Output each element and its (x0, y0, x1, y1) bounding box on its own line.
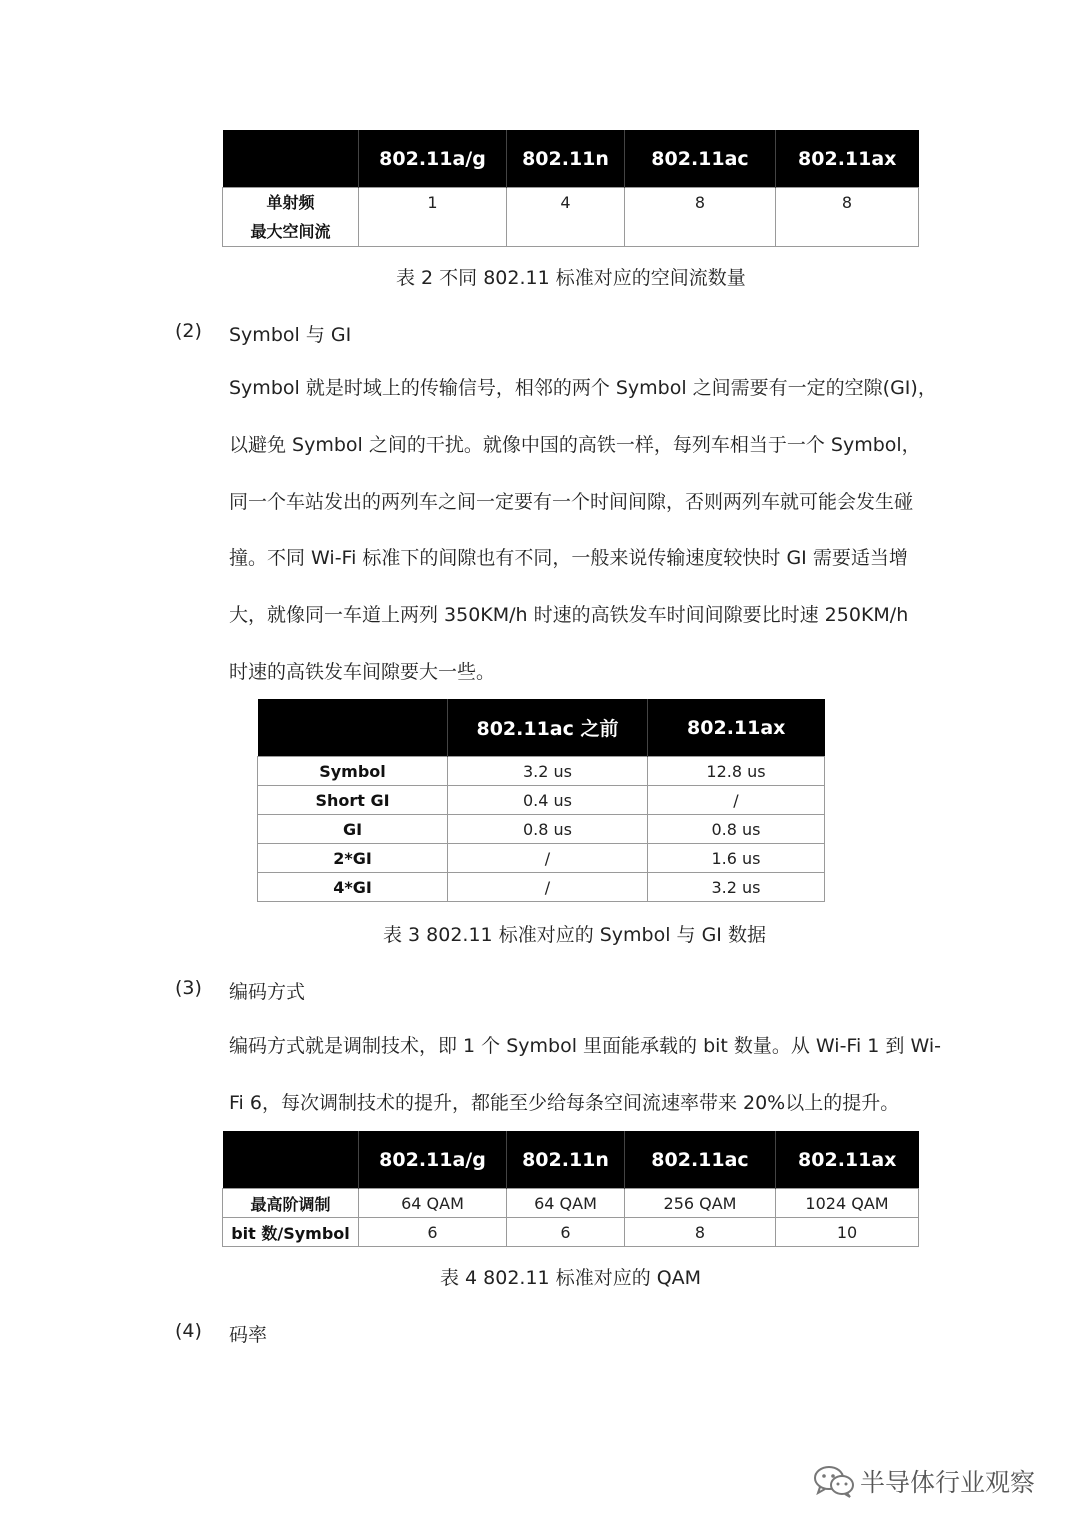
table-row (258, 873, 825, 902)
table-row (258, 757, 825, 786)
row-header-cell: 最高阶调制 (223, 1189, 359, 1218)
table-cell: 8 (776, 188, 919, 247)
row-header-cell: 2*GI (258, 844, 448, 873)
row-header-cell: Symbol (258, 757, 448, 786)
row-header-cell: Short GI (258, 786, 448, 815)
table-cell: 12.8 us (648, 757, 825, 786)
section-number: (2) (175, 320, 202, 342)
spatial-streams-table (222, 130, 919, 247)
qam-table (222, 1131, 919, 1247)
table-header-cell (223, 1131, 359, 1189)
symbol-gi-table (257, 699, 825, 902)
row-header-cell: GI (258, 815, 448, 844)
paragraph-line: Symbol 就是时域上的传输信号，相邻的两个 Symbol 之间需要有一定的空隙(GI)， (229, 377, 937, 399)
table-row (223, 1189, 919, 1218)
table-row (223, 1218, 919, 1247)
row-header-cell: bit 数/Symbol (223, 1218, 359, 1247)
table-caption: 表 2 不同 802.11 标准对应的空间流数量 (396, 267, 746, 289)
section-title: 编码方式 (229, 981, 306, 1003)
row-header-line: 最大空间流 (250, 222, 331, 241)
paragraph-line: 以避免 Symbol 之间的干扰。就像中国的高铁一样，每列车相当于一个 Symbol， (229, 433, 921, 456)
table-header-cell: 802.11ac (625, 130, 776, 188)
table-header-cell: 802.11ac (625, 1131, 776, 1189)
body-paragraph (229, 1018, 941, 1132)
watermark (812, 1462, 1062, 1502)
table-cell: 0.8 us (448, 815, 648, 844)
table-header-cell: 802.11a/g (359, 130, 507, 188)
table-cell: 6 (359, 1218, 507, 1247)
paragraph-line: Fi 6，每次调制技术的提升，都能至少给每条空间流速率带来 20%以上的提升。 (229, 1091, 900, 1114)
paragraph-line: 撞。不同 Wi-Fi 标准下的间隙也有不同，一般来说传输速度较快时 GI 需要适当增 (229, 547, 908, 570)
table-header-cell: 802.11a/g (359, 1131, 507, 1189)
table-cell: / (648, 786, 825, 815)
table-row (223, 188, 919, 247)
table-header-row (223, 1131, 919, 1189)
table-header-cell (258, 699, 448, 757)
table-caption: 表 4 802.11 标准对应的 QAM (440, 1267, 702, 1289)
table-cell: 64 QAM (507, 1189, 625, 1218)
table-cell: 4 (507, 188, 625, 247)
row-header-line: 单射频 (266, 193, 315, 212)
table-cell: / (448, 873, 648, 902)
table-row (258, 815, 825, 844)
row-header-cell: 4*GI (258, 873, 448, 902)
table-header-cell (223, 130, 359, 188)
section-number: (3) (175, 977, 202, 999)
table-cell: 3.2 us (648, 873, 825, 902)
table-cell: / (448, 844, 648, 873)
table-cell: 8 (625, 1218, 776, 1247)
paragraph-line: 编码方式就是调制技术，即 1 个 Symbol 里面能承载的 bit 数量。从 Wi-Fi 1 到 Wi- (229, 1035, 941, 1057)
wechat-icon (812, 1464, 856, 1498)
table-row (258, 786, 825, 815)
table-header-row (223, 130, 919, 188)
watermark-text: 半导体行业观察 (860, 1468, 1036, 1497)
table-header-cell: 802.11ax (776, 130, 919, 188)
paragraph-line: 时速的高铁发车间隙要大一些。 (229, 660, 496, 683)
table-cell: 1024 QAM (776, 1189, 919, 1218)
table-header-cell: 802.11n (507, 1131, 625, 1189)
body-paragraph (229, 360, 937, 701)
table-cell: 10 (776, 1218, 919, 1247)
table-header-cell: 802.11n (507, 130, 625, 188)
table-cell: 1.6 us (648, 844, 825, 873)
table-cell: 0.8 us (648, 815, 825, 844)
section-number: (4) (175, 1320, 202, 1342)
table-caption: 表 3 802.11 标准对应的 Symbol 与 GI 数据 (383, 924, 766, 946)
paragraph-line: 同一个车站发出的两列车之间一定要有一个时间间隙，否则两列车就可能会发生碰 (229, 490, 914, 513)
table-row (258, 844, 825, 873)
table-cell: 64 QAM (359, 1189, 507, 1218)
table-cell: 6 (507, 1218, 625, 1247)
table-header-cell: 802.11ac 之前 (448, 699, 648, 757)
table-cell: 8 (625, 188, 776, 247)
row-header-cell (223, 188, 359, 247)
table-header-row (258, 699, 825, 757)
table-cell: 3.2 us (448, 757, 648, 786)
table-cell: 256 QAM (625, 1189, 776, 1218)
paragraph-line: 大，就像同一车道上两列 350KM/h 时速的高铁发车时间间隙要比时速 250KM/h (229, 604, 909, 627)
section-title: 码率 (229, 1324, 268, 1346)
section-title: Symbol 与 GI (229, 324, 352, 346)
table-cell: 0.4 us (448, 786, 648, 815)
table-cell: 1 (359, 188, 507, 247)
table-header-cell: 802.11ax (648, 699, 825, 757)
table-header-cell: 802.11ax (776, 1131, 919, 1189)
